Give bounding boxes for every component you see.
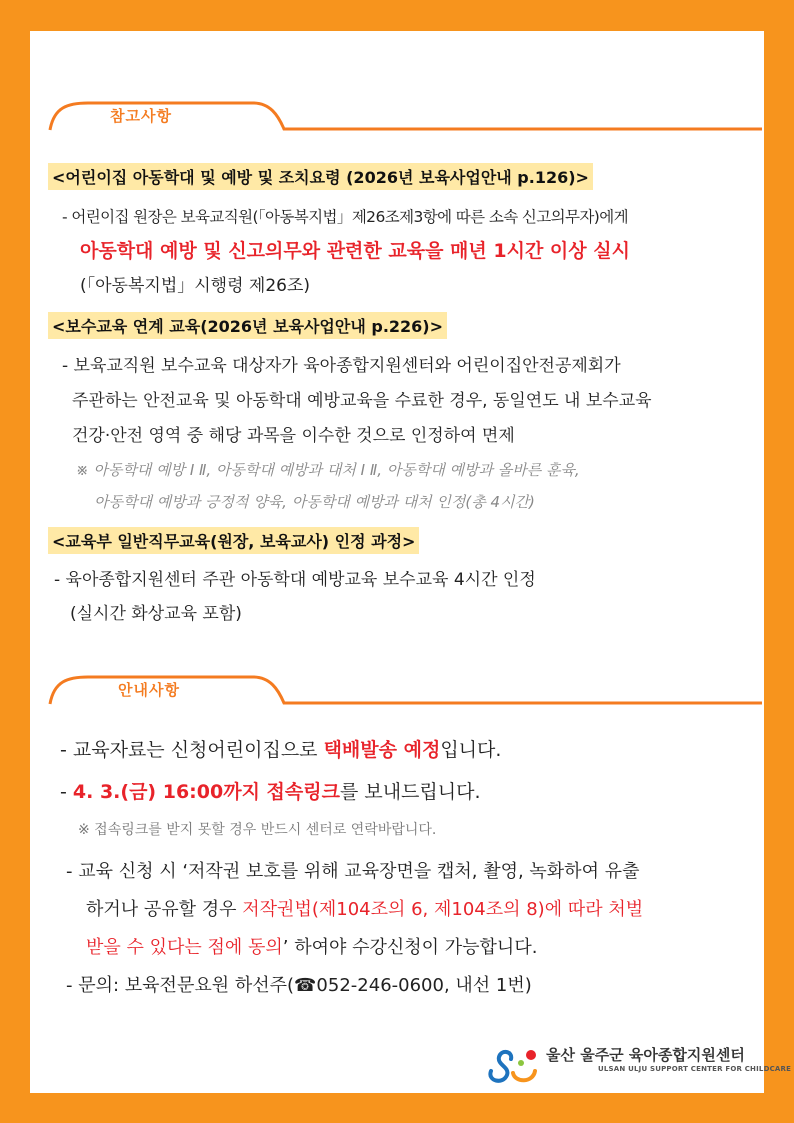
text-line: - 보육교직원 보수교육 대상자가 육아종합지원센터와 어린이집안전공제회가 — [62, 356, 621, 376]
section-title: 안내사항 — [118, 681, 180, 699]
note-line: 아동학대 예방과 긍정적 양육, 아동학대 예방과 대처 인정(총 4시간) — [94, 493, 535, 511]
guide-item-copyright — [86, 933, 537, 959]
heading-child-abuse-guideline: <어린이집 아동학대 및 예방 및 조치요령 (2026년 보육사업안내 p.126)> — [48, 163, 593, 190]
text-line: (실시간 화상교육 포함) — [70, 604, 242, 624]
text-line: 주관하는 안전교육 및 아동학대 예방교육을 수료한 경우, 동일연도 내 보수교육 — [72, 391, 652, 411]
text: 하거나 공유할 경우 — [86, 899, 243, 920]
center-logo — [485, 1041, 792, 1085]
emphasis-line: 아동학대 예방 및 신고의무와 관련한 교육을 매년 1시간 이상 실시 — [80, 240, 630, 262]
text: - — [60, 781, 73, 803]
emphasis-text: 4. 3.(금) 16:00까지 접속링크 — [72, 781, 340, 803]
text-line: - 육아종합지원센터 주관 아동학대 예방교육 보수교육 4시간 인정 — [54, 570, 536, 590]
emphasis-text: 받을 수 있다는 점에 동의 — [86, 937, 283, 958]
heading-continuing-education: <보수교육 연계 교육(2026년 보육사업안내 p.226)> — [48, 312, 447, 339]
emphasis-text: 저작권법(제104조의 6, 제104조의 8)에 따라 처벌 — [242, 899, 644, 920]
guide-item-link — [60, 777, 481, 804]
guide-item-copyright: - 교육 신청 시 ‘저작권 보호를 위해 교육장면을 캡처, 촬영, 녹화하여 유출 — [66, 861, 640, 882]
guide-item-delivery — [60, 735, 501, 762]
section-tab-notes — [48, 99, 764, 135]
text: 를 보내드립니다. — [339, 781, 481, 803]
note-line: ※ 아동학대 예방 Ⅰ Ⅱ, 아동학대 예방과 대처 Ⅰ Ⅱ, 아동학대 예방과 올바른 훈육, — [76, 461, 580, 479]
document-page — [30, 31, 792, 1093]
logo-name: 울산 울주군 육아종합지원센터 — [546, 1046, 745, 1064]
guide-item-copyright — [86, 895, 643, 921]
text-line: (「아동복지법」시행령 제26조) — [80, 276, 311, 296]
note-line: ※ 접속링크를 받지 못할 경우 반드시 센터로 연락바랍니다. — [78, 822, 437, 838]
section-title: 참고사항 — [110, 107, 172, 125]
center-logo-icon — [485, 1041, 545, 1085]
text: - 교육자료는 신청어린이집으로 — [60, 739, 324, 761]
guide-item-contact: - 문의: 보육전문요원 하선주(☎052-246-0600, 내선 1번) — [66, 975, 532, 996]
section-tab-guide — [48, 673, 764, 709]
emphasis-text: 택배발송 예정 — [323, 739, 441, 761]
text-line: 건강·안전 영역 중 해당 과목을 이수한 것으로 인정하여 면제 — [72, 426, 515, 446]
text: 입니다. — [440, 739, 502, 761]
text: ’ 하여야 수강신청이 가능합니다. — [282, 937, 538, 958]
heading-general-training: <교육부 일반직무교육(원장, 보육교사) 인정 과정> — [48, 527, 419, 554]
text-line: - 어린이집 원장은 보육교직원(「아동복지법」제26조제3항에 따른 소속 신고의무자)에게 — [62, 208, 628, 226]
logo-subtitle: ULSAN ULJU SUPPORT CENTER FOR CHILDCARE — [598, 1065, 792, 1073]
